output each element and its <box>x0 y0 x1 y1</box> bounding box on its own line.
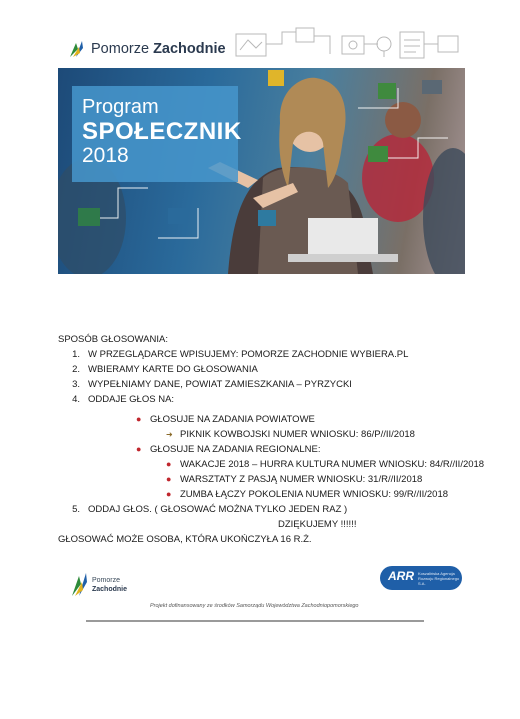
logo-word-1: Pomorze <box>91 41 150 57</box>
red-bullet-icon: ● <box>136 414 142 424</box>
footer-logo-word-1: Pomorze <box>92 577 121 584</box>
thanks-text: DZIĘKUJEMY !!!!!! <box>278 519 357 530</box>
red-bullet-icon: ● <box>136 444 142 454</box>
regionalne-label: GŁOSUJE NA ZADANIA REGIONALNE: <box>150 444 321 455</box>
logo-word-2: Zachodnie <box>153 41 226 57</box>
instructions-heading: SPOSÓB GŁOSOWANIA: <box>58 334 168 345</box>
banner-program: Program <box>82 96 159 118</box>
step-text: W PRZEGLĄDARCE WPISUJEMY: POMORZE ZACHODNIE WYBIERA.PL <box>88 349 409 360</box>
step-text: ODDAJE GŁOS NA: <box>88 394 175 405</box>
footer-logo-word-2: Zachodnie <box>92 586 128 593</box>
powiatowe-label: GŁOSUJE NA ZADANIA POWIATOWE <box>150 414 315 425</box>
regionalne-item: WAKACJE 2018 – HURRA KULTURA NUMER WNIOSKU: 84/R//II/2018 <box>180 459 485 470</box>
step-number: 4. <box>72 394 80 405</box>
line-icons-decoration <box>234 24 464 66</box>
step-text: ODDAJ GŁOS. ( GŁOSOWAĆ MOŻNA TYLKO JEDEN RAZ ) <box>88 504 348 515</box>
pomorze-zachodnie-logo <box>68 38 226 60</box>
logo-mark-icon <box>70 570 90 598</box>
banner-spolecznik: SPOŁECZNIK <box>82 118 242 145</box>
step-number: 1. <box>72 349 80 360</box>
step-number: 2. <box>72 364 80 375</box>
logo-mark-icon <box>68 39 86 59</box>
arr-logo-subtext: Koszalińska Agencja Rozwoju Regionalnego S.A. <box>418 571 460 586</box>
age-requirement: GŁOSOWAĆ MOŻE OSOBA, KTÓRA UKOŃCZYŁA 16 R.Ż. <box>58 534 312 545</box>
arr-logo-text: ARR <box>388 569 414 583</box>
arrow-bullet-icon: ➜ <box>166 430 173 439</box>
footer-divider <box>86 620 424 622</box>
red-bullet-icon: ● <box>166 474 172 484</box>
red-bullet-icon: ● <box>166 459 172 469</box>
banner-year: 2018 <box>82 144 129 167</box>
step-number: 3. <box>72 379 80 390</box>
red-bullet-icon: ● <box>166 489 172 499</box>
step-number: 5. <box>72 504 80 515</box>
regionalne-item: ZUMBA ŁĄCZY POKOLENIA NUMER WNIOSKU: 99/R//II/2018 <box>180 489 449 500</box>
powiatowe-item: PIKNIK KOWBOJSKI NUMER WNIOSKU: 86/P//II/2018 <box>180 429 415 440</box>
funding-note: Projekt dofinansowany ze środków Samorządu Województwa Zachodniopomorskiego <box>150 603 359 609</box>
regionalne-item: WARSZTATY Z PASJĄ NUMER WNIOSKU: 31/R//II/2018 <box>180 474 423 485</box>
footer-pomorze-logo <box>70 566 130 600</box>
arr-logo <box>380 566 462 590</box>
step-text: WYPEŁNIAMY DANE, POWIAT ZAMIESZKANIA – PYRZYCKI <box>88 379 352 390</box>
step-text: WBIERAMY KARTE DO GŁOSOWANIA <box>88 364 258 375</box>
